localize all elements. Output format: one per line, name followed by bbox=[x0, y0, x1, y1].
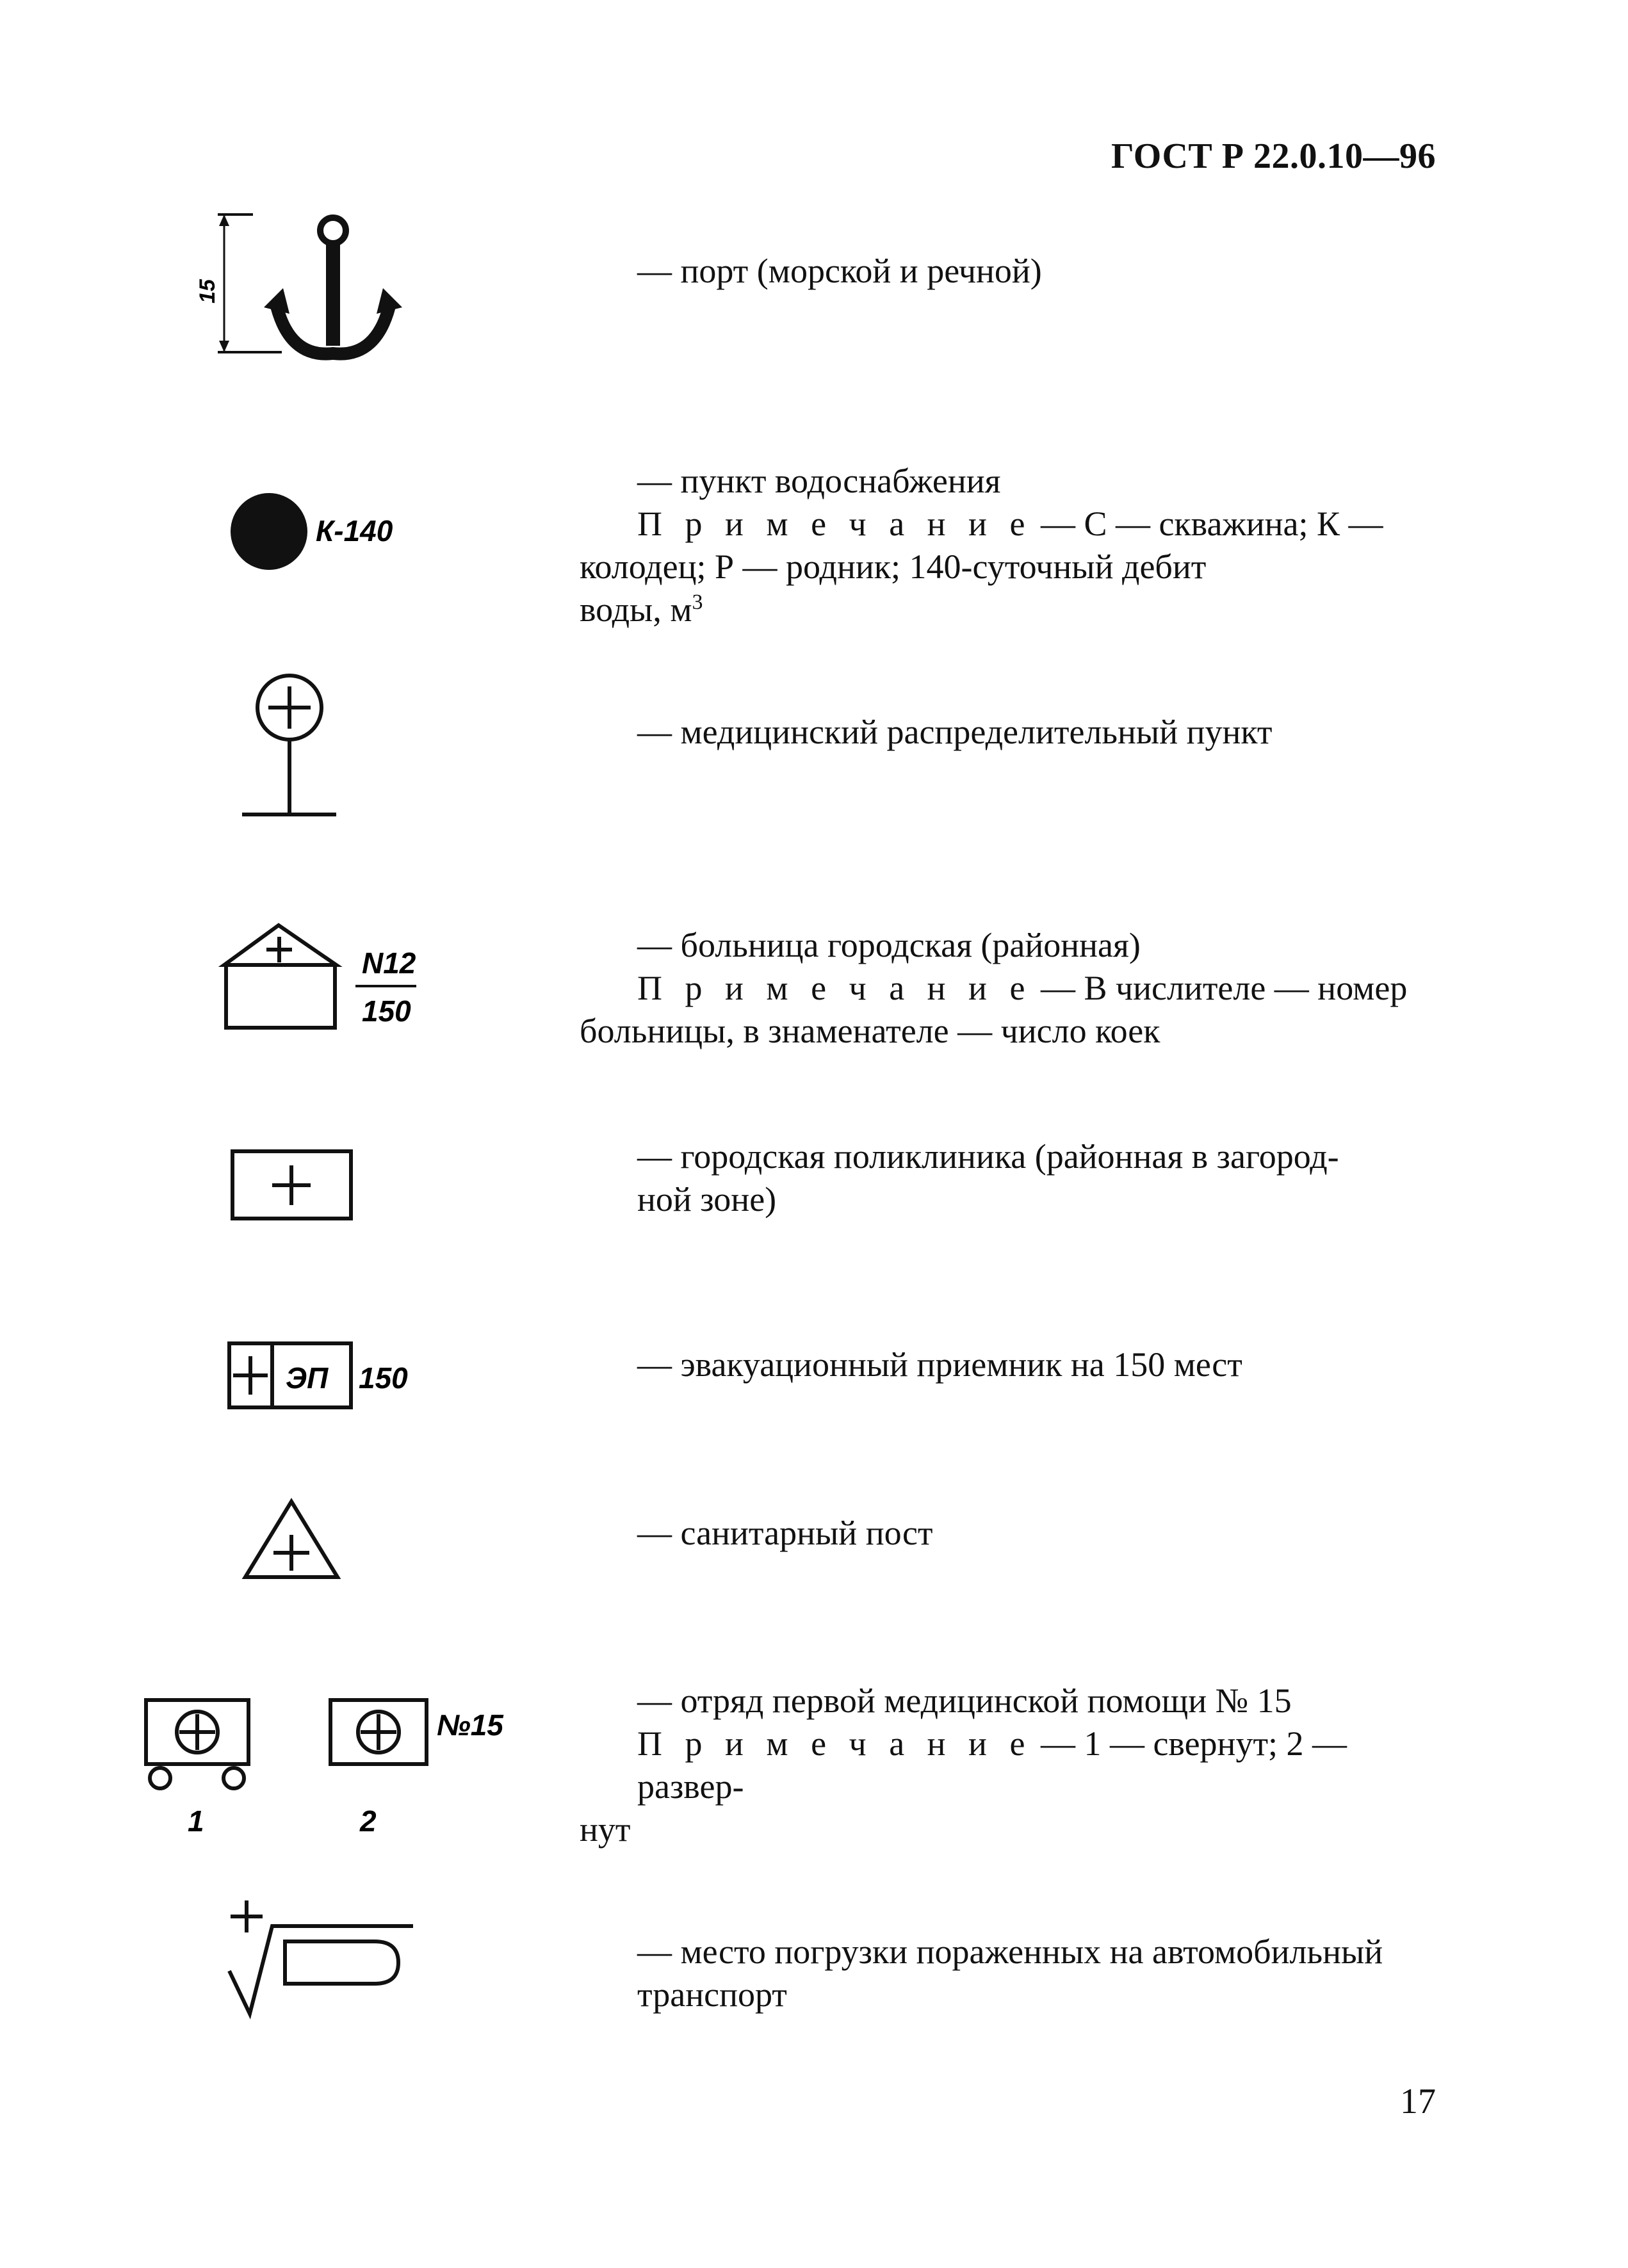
entry-polyclinic bbox=[580, 1135, 1428, 1221]
entry-text-line: — больница городская (районная) bbox=[637, 926, 1141, 964]
entry-evacuation-receiver bbox=[580, 1343, 1428, 1386]
superscript: 3 bbox=[692, 590, 703, 614]
water-point-icon bbox=[227, 490, 432, 573]
entry-note-line: колодец; Р — родник; 140-суточный дебит bbox=[580, 547, 1207, 586]
loading-point-icon bbox=[218, 1895, 423, 2023]
entry-sanitary-post bbox=[580, 1512, 1428, 1555]
entry-note-line: больницы, в знаменателе — число коек bbox=[580, 1012, 1160, 1050]
evacuation-receiver-icon bbox=[224, 1338, 429, 1422]
note-label: П р и м е ч а н и е bbox=[637, 1724, 1032, 1763]
entry-text-line: — пункт водоснабжения bbox=[637, 462, 1001, 500]
entry-text-line: ной зоне) bbox=[637, 1180, 777, 1219]
medical-distribution-icon bbox=[240, 672, 349, 823]
anchor-icon bbox=[186, 205, 416, 365]
entry-first-aid-detachment bbox=[580, 1680, 1428, 1851]
hospital-icon bbox=[218, 919, 429, 1041]
detachment-number: №15 bbox=[437, 1708, 503, 1742]
note-text: — С — скважина; К — bbox=[1032, 505, 1383, 543]
note-text: — 1 — свернут; 2 — развер- bbox=[637, 1724, 1347, 1806]
entry-loading-point bbox=[580, 1931, 1428, 2016]
entry-note-line bbox=[580, 1722, 1428, 1808]
page-number: 17 bbox=[1400, 2082, 1436, 2121]
entry-text-line: — санитарный пост bbox=[637, 1514, 933, 1552]
entry-medical-point bbox=[580, 711, 1428, 754]
entry-text-line: — место погрузки пораженных на автомобильный bbox=[637, 1932, 1383, 1971]
note-text: — В числителе — номер bbox=[1032, 969, 1408, 1007]
entry-text-line: — эвакуационный приемник на 150 мест bbox=[637, 1345, 1242, 1384]
water-point-label: К-140 bbox=[316, 514, 393, 547]
note-label: П р и м е ч а н и е bbox=[637, 969, 1032, 1007]
entry-water-supply bbox=[580, 460, 1428, 631]
sanitary-post-icon bbox=[240, 1495, 349, 1585]
first-aid-detachment-icon bbox=[141, 1694, 525, 1847]
polyclinic-icon bbox=[227, 1146, 362, 1229]
entry-text-line: — порт (морской и речной) bbox=[637, 252, 1042, 290]
document-header: ГОСТ Р 22.0.10—96 bbox=[1111, 136, 1436, 176]
entry-note-line bbox=[580, 588, 1428, 631]
hospital-number: N12 bbox=[362, 946, 416, 980]
dimension-label: 15 bbox=[195, 279, 220, 304]
variant-label-folded: 1 bbox=[188, 1804, 204, 1838]
hospital-beds: 150 bbox=[362, 994, 411, 1028]
entry-text-line: — медицинский распределительный пункт bbox=[637, 713, 1273, 751]
note-text: воды, м bbox=[580, 590, 692, 629]
entry-text-line: — отряд первой медицинской помощи № 15 bbox=[637, 1681, 1292, 1720]
entry-port bbox=[580, 250, 1428, 293]
evacuation-capacity: 150 bbox=[359, 1361, 408, 1395]
entry-text-line: — городская поликлиника (районная в загород- bbox=[637, 1137, 1339, 1176]
entry-note-line: нут bbox=[580, 1810, 631, 1849]
note-label: П р и м е ч а н и е bbox=[637, 505, 1032, 543]
entry-note-line bbox=[580, 503, 1428, 546]
entry-hospital bbox=[580, 924, 1428, 1053]
variant-label-deployed: 2 bbox=[360, 1804, 377, 1838]
evacuation-box-label: ЭП bbox=[286, 1361, 329, 1395]
entry-text-line: транспорт bbox=[637, 1975, 787, 2014]
entry-note-line bbox=[580, 967, 1428, 1010]
